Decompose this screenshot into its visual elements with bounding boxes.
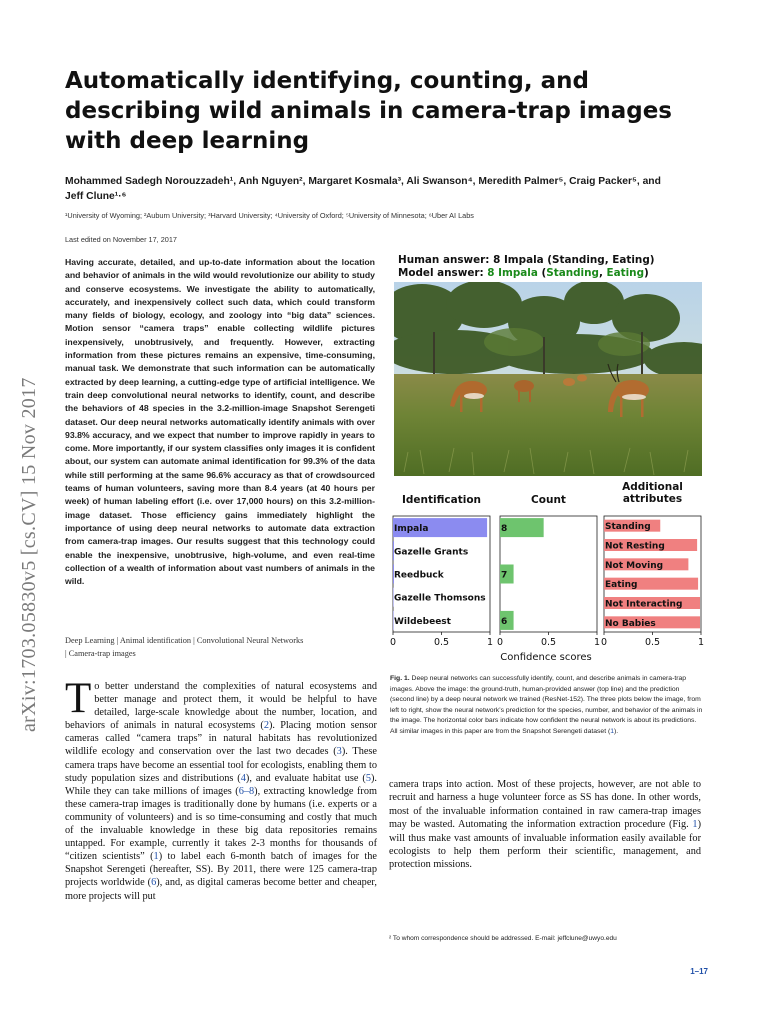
intro-text: o better understand the complexities of natural ecosystems and better manage and protect them, it would be helpful to have detailed, large-scale knowledge about the number, location, and behaviors of animals in natural ecosystems ( [65,681,377,732]
citation-link[interactable]: 1 [610,727,615,735]
figure-label: Fig. 1. [390,675,410,682]
body-text-right [389,778,701,872]
author-line-2: Jeff Clune¹·⁶ [65,191,127,202]
bar-label: Gazelle Grants [394,547,469,558]
bar-label: Eating [605,580,638,591]
citation-link[interactable]: 6 [151,877,157,889]
keywords-line-1: Deep Learning | Animal identification | Convolutional Neural Networks [65,636,304,645]
body-text: ) will thus make vast amounts of invaluable information easily available for ecologists to help them perform their scientific, management, and protection missions. [389,819,701,871]
human-answer-line [398,254,708,267]
model-answer-species: 8 Impala [487,267,538,279]
author-line-1: Mohammed Sadegh Norouzzadeh¹, Anh Nguyen², Margaret Kosmala³, Ali Swanson⁴, Meredith Palmer⁵, Craig Packer⁵, and [65,176,661,187]
chart-frame [604,516,701,632]
chart-title: Identification [401,494,482,506]
bar-label: Not Moving [605,560,664,571]
chart-title: attributes [622,493,683,505]
savanna-scene [394,282,702,476]
tick-label: 0 [389,637,397,648]
bar-label: No Babies [605,618,656,629]
intro-text: ). While they can take millions of images ( [65,772,378,797]
tick-label: 0.5 [540,637,557,648]
tick-label: 0 [600,637,608,648]
caption-text: ). [614,727,619,735]
citation-link[interactable]: 2 [263,720,269,732]
affiliations: ¹University of Wyoming; ²Auburn University; ³Harvard University; ⁴University of Oxford; ⁵University of Minnesota; ⁶Uber AI Labs [65,211,474,220]
intro-text: ), and, as digital cameras become better and cheaper, more projects will put [65,877,377,902]
camera-trap-photo [394,282,702,476]
confidence-charts-svg [386,478,716,668]
arxiv-stamp: arXiv:1703.05830v5 [cs.CV] 15 Nov 2017 [18,377,40,732]
body-text: camera traps into action. Most of these projects, however, are not able to recruit and harness a huge volunteer force as SS has done. In other words, most of the invaluable information contained in raw camera-trap images may be wasted. Automating the information extraction procedure (Fig. [389,779,701,831]
bar-label: Standing [605,522,651,533]
introduction [65,675,378,903]
last-edited: Last edited on November 17, 2017 [65,235,177,244]
model-answer-punct: , [598,267,607,279]
bar-label: Not Resting [605,541,665,552]
tick-label: 1 [486,637,494,648]
tick-label: 1 [697,637,705,648]
citation-link[interactable]: 1 [153,851,159,863]
citation-link[interactable]: 4 [240,772,246,784]
x-axis-label: Confidence scores [500,652,592,663]
bar-label: 7 [501,570,508,581]
intro-text: ) to label each 6-month batch of images for the Snapshot Serengeti (hereafter, SS). By 2011, there were 125 camera-trap projects worldwide ( [65,851,377,889]
bar-label: Reedbuck [394,570,444,581]
model-answer-label: Model answer: [398,267,484,279]
model-answer-line [398,267,708,280]
author-list [65,174,705,204]
tick-label: 0.5 [433,637,450,648]
bar-label: 6 [501,616,508,627]
chart-title: Additional [622,481,683,493]
bar-label: Impala [394,524,429,535]
abstract: Having accurate, detailed, and up-to-date information about the location and behavior of animals in the wild would revolutionize our ability to study and conserve ecosystems. We investigate the ability to automatically, accurately, and inexpensively collect such data, which could transform many fields of biology, ecology, and zoology into “big data” sciences. Motion sensor “camera traps” enable collecting wildlife pictures inexpensively, unobtrusively, and frequently. However, extracting information from these pictures remains an expensive, time-consuming, manual task. We demonstrate that such information can be automatically extracted by deep learning, a cutting-edge type of artificial intelligence. We train deep convolutional neural networks to identify, count, and describe the behaviors of 48 species in the 3.2-million-image Snapshot Serengeti dataset. Our deep neural networks automatically identify animals with over 93.8% accuracy, and we expect that number to improve rapidly in years to come. More importantly, if our system classifies only images it is confident about, our system can automate animal identification for 99.3% of the data while still performing at the same 96.6% accuracy as that of crowdsourced teams of human volunteers, saving more than 8.4 years (at 40 hours per week) of human labeling effort (i.e. over 17,000 hours) on this 3.2-million-image dataset. Those efficiency gains immediately highlight the importance of using deep neural networks to automate data extraction from camera-trap images. Our results suggest that this technology could enable the inexpensive, unobtrusive, high-volume, and even real-time collection of a wealth of information about vast numbers of animals in the wild. [65,257,375,587]
bar-label: Wildebeest [394,616,451,627]
keywords [65,634,377,660]
citation-link[interactable]: 6–8 [238,785,255,797]
tick-label: 1 [593,637,601,648]
figure-link[interactable]: 1 [692,819,698,831]
intro-text: ), and evaluate habitat use ( [245,772,366,784]
tick-label: 0.5 [644,637,661,648]
paper-title: Automatically identifying, counting, and describing wild animals in camera-trap images with deep learning [65,68,672,154]
intro-text: ), extracting knowledge from these camera-trap images is traditionally done by humans (i.e. experts or a community of volunteers) and is so time-consuming and costly that much of the invaluable knowledge in these big data repositories remains untapped. For example, currently it takes 2-3 months for thousands of “citizen scientists” ( [65,785,377,863]
bar-label: Gazelle Thomsons [394,593,486,604]
page-number: 1–17 [690,967,708,976]
bar-label: Not Interacting [605,599,683,610]
chart-title: Count [531,494,566,506]
drop-cap: T [65,675,92,722]
figure-answers [398,254,708,280]
bar-label: 8 [501,524,508,535]
model-answer-punct: ( [537,267,547,279]
citation-link[interactable]: 5 [365,772,371,784]
model-answer-attr: Eating [606,267,645,279]
human-answer-label: Human answer: [398,254,490,266]
model-answer-attr: Standing [546,267,599,279]
human-answer-value: 8 Impala (Standing, Eating) [493,254,655,266]
correspondence-footnote: ² To whom correspondence should be addressed. E-mail: jeffclune@uwyo.edu [389,935,617,942]
keywords-line-2: | Camera-trap images [65,649,136,658]
tick-label: 0 [496,637,504,648]
intro-text: ). These camera traps have become an essential tool for ecologists, enabling them to study population sizes and distributions ( [65,746,378,784]
model-answer-punct: ) [644,267,649,279]
citation-link[interactable]: 3 [336,746,342,758]
confidence-charts [386,478,716,668]
figure-caption [390,674,704,738]
intro-text: ). Placing motion sensor cameras called “camera traps” in natural habitats has revolutionized wildlife ecology and conservation over the last two decades ( [65,720,377,758]
caption-text: Deep neural networks can successfully identify, count, and describe animals in camera-trap images. Above the image: the ground-truth, human-provided answer (top line) and the prediction (second line) by a deep neural network we trained (ResNet-152). The three plots below the image, from left to right, show the neural network’s prediction for the species, number, and behavior of the animals in the image. The horizontal color bars indicate how confident the neural network is about its predictions. All similar images in this paper are from the Snapshot Serengeti dataset ( [390,675,703,735]
